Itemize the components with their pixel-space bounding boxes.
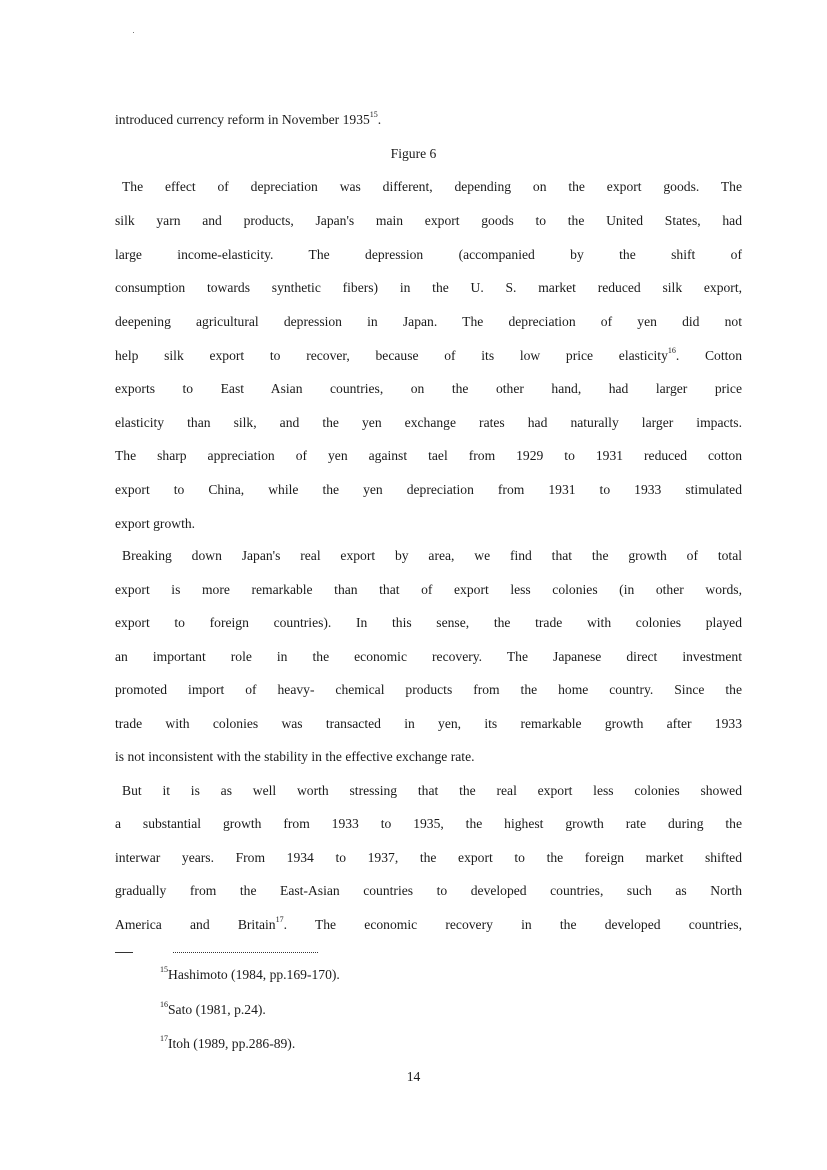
text-line: interwar years. From 1934 to 1937, the export to the foreign market shifted: [115, 850, 742, 865]
footnote-ref: 17: [275, 915, 284, 924]
text-line: America and Britain$^{17}$. The economic recovery in the developed countries,: [115, 915, 742, 932]
text-line: export growth.: [115, 516, 196, 531]
footnote-mark: 16: [160, 1000, 168, 1009]
text-line: deepening agricultural depression in Japan. The depreciation of yen did not: [115, 314, 742, 329]
text-line: elasticity than silk, and the yen exchange rates had naturally larger impacts.: [115, 415, 742, 430]
footnote: $^{17}$Itoh (1989, pp.286-89).: [160, 1034, 296, 1051]
text-line: is not inconsistent with the stability in the effective exchange rate.: [115, 749, 475, 764]
text-line: The sharp appreciation of yen against tael from 1929 to 1931 reduced cotton: [115, 448, 742, 463]
paragraph-first-line: But it is as well worth stressing that the real export less colonies showed: [122, 783, 742, 798]
text-line: large income-elasticity. The depression (accompanied by the shift of: [115, 247, 742, 262]
footnote: $^{16}$Sato (1981, p.24).: [160, 1000, 266, 1017]
footnote-separator-dotted: [173, 952, 318, 954]
paragraph-first-line: Breaking down Japan's real export by area, we find that the growth of total: [122, 548, 742, 563]
footnote-ref: 15: [369, 110, 378, 119]
text-line: consumption towards synthetic fibers) in the U. S. market reduced silk export,: [115, 280, 742, 295]
footnote-mark: 15: [160, 965, 168, 974]
footnote-mark: 17: [160, 1034, 168, 1043]
text-line: help silk export to recover, because of its low price elasticity$^{16}$. Cotton: [115, 346, 742, 363]
text-line: an important role in the economic recovery. The Japanese direct investment: [115, 649, 742, 664]
footnote-separator: [115, 952, 133, 954]
paragraph-first-line: The effect of depreciation was different, depending on the export goods. The: [122, 179, 742, 194]
text-line: exports to East Asian countries, on the other hand, had larger price: [115, 381, 742, 396]
scan-speck: [133, 32, 134, 33]
text-line: promoted import of heavy- chemical products from the home country. Since the: [115, 682, 742, 697]
text-line: trade with colonies was transacted in yen, its remarkable growth after 1933: [115, 716, 742, 731]
footnote-ref: 16: [667, 346, 676, 355]
text-line: a substantial growth from 1933 to 1935, the highest growth rate during the: [115, 816, 742, 831]
text-line: export is more remarkable than that of export less colonies (in other words,: [115, 582, 742, 597]
text-line: introduced currency reform in November 1935$^{15}$.: [115, 110, 382, 127]
figure-caption: Figure 6: [390, 146, 437, 161]
footnote: $^{15}$Hashimoto (1984, pp.169-170).: [160, 965, 340, 982]
text-line: silk yarn and products, Japan's main export goods to the United States, had: [115, 213, 742, 228]
text-line: export to China, while the yen depreciation from 1931 to 1933 stimulated: [115, 482, 742, 497]
text-line: export to foreign countries). In this sense, the trade with colonies played: [115, 615, 742, 630]
text-line: gradually from the East-Asian countries to developed countries, such as North: [115, 883, 742, 898]
page-number: 14: [406, 1069, 421, 1084]
